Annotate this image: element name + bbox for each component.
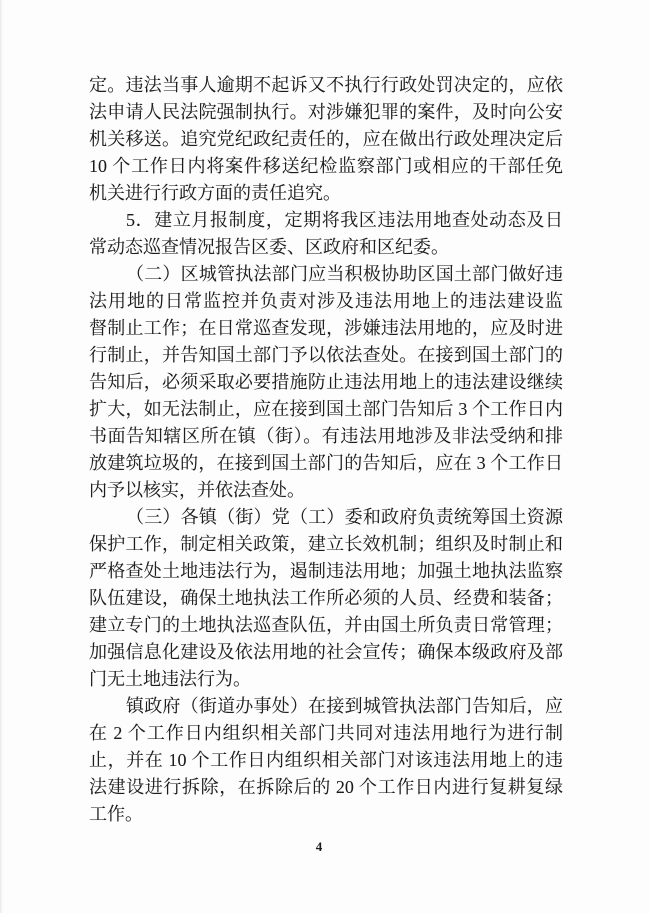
text-line: 工作。 [89, 804, 143, 824]
text-line: 保护工作，制定相关政策，建立长效机制；组织及时制止和 [89, 534, 563, 554]
text-line: 行制止，并告知国土部门予以依法查处。在接到国土部门的 [89, 345, 563, 365]
text-line: 内予以核实，并依法查处。 [89, 480, 305, 500]
text-line: 法用地的日常监控并负责对涉及违法用地上的违法建设监 [89, 291, 563, 311]
text-line: 在 2 个工作日内组织相关部门共同对违法用地行为进行制 [89, 723, 563, 743]
text-line: 止，并在 10 个工作日内组织相关部门对该违法用地上的违 [89, 750, 563, 770]
document-body [89, 72, 563, 828]
text-line: 5．建立月报制度，定期将我区违法用地查处动态及日 [126, 210, 563, 230]
text-line: 镇政府（街道办事处）在接到城管执法部门告知后，应 [126, 696, 563, 716]
text-line: 严格查处土地违法行为，遏制违法用地；加强土地执法监察 [89, 561, 563, 581]
text-line: （二）区城管执法部门应当积极协助区国土部门做好违 [126, 264, 563, 284]
text-line: 法建设进行拆除，在拆除后的 20 个工作日内进行复耕复绿 [89, 777, 563, 797]
scan-edge-shading [1, 0, 3, 913]
text-line: 定。违法当事人逾期不起诉又不执行行政处罚决定的，应依 [89, 75, 563, 95]
text-line: 队伍建设，确保土地执法工作所必须的人员、经费和装备； [89, 588, 563, 608]
text-line: 门无土地违法行为。 [89, 669, 251, 689]
text-line: 扩大，如无法制止，应在接到国土部门告知后 3 个工作日内 [89, 399, 563, 419]
text-line: 告知后，必须采取必要措施防止违法用地上的违法建设继续 [89, 372, 563, 392]
text-line: （三）各镇（街）党（工）委和政府负责统筹国土资源 [126, 507, 563, 527]
text-line: 10 个工作日内将案件移送纪检监察部门或相应的干部任免 [89, 156, 563, 176]
text-line: 机关进行行政方面的责任追究。 [89, 183, 341, 203]
text-line: 建立专门的土地执法巡查队伍，并由国土所负责日常管理； [89, 615, 563, 635]
text-line: 督制止工作；在日常巡查发现，涉嫌违法用地的，应及时进 [89, 318, 563, 338]
text-line: 法申请人民法院强制执行。对涉嫌犯罪的案件，及时向公安 [89, 102, 563, 122]
text-line: 机关移送。追究党纪政纪责任的，应在做出行政处理决定后 [89, 129, 563, 149]
text-line: 书面告知辖区所在镇（街）。有违法用地涉及非法受纳和排 [89, 426, 563, 446]
text-line: 加强信息化建设及依法用地的社会宣传；确保本级政府及部 [89, 642, 563, 662]
text-line: 放建筑垃圾的，在接到国土部门的告知后，应在 3 个工作日 [89, 453, 563, 473]
text-line: 常动态巡查情况报告区委、区政府和区纪委。 [89, 237, 449, 257]
page-number: 4 [315, 839, 323, 854]
